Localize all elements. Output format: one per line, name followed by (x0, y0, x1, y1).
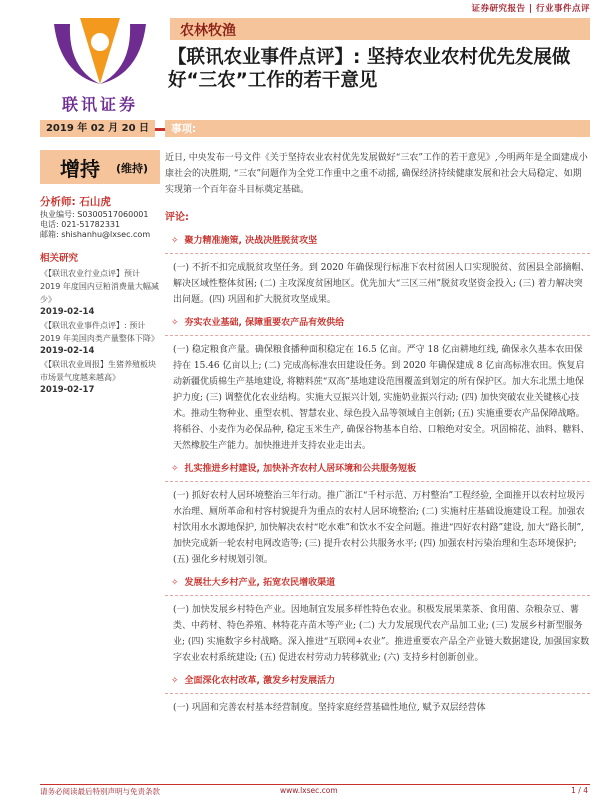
analyst-email: 邮箱: shishanhu@lxsec.com (40, 230, 151, 239)
section-body: (一) 加快发展乡村特色产业。因地制宜发展多样性特色农业。积极发展果菜茶、食用菌、杂粮杂豆、薯类、中药材、特色养殖、林特花卉苗木等产业; (二) 大力发展现代农产品加工业; (三) 发展乡村新型服务业; (四) 实施数字乡村战略。深入推进“互联网+农业”。推进重要农产品全产业链大数据建设, 加强国家数字农业农村系统建设; (五) 促进农村劳动力转移就业; (六) 支持乡村创新创业。 (173, 605, 590, 663)
rating-sub: (维持) (116, 162, 149, 175)
sidebar (40, 194, 162, 397)
date-band (40, 120, 155, 137)
section-heading (165, 458, 590, 482)
section-heading-text: 夯实农业基础, 保障重要农产品有效供给 (184, 318, 345, 328)
tip-band (165, 120, 590, 137)
logo-name: 联讯证券 (61, 95, 138, 114)
tip-label: 事项: (171, 123, 197, 135)
related-item-date: 2019-02-17 (40, 385, 95, 395)
analyst-phone: 电话: 021-51782331 (40, 220, 121, 229)
analyst-license: 执业编号: S0300517060001 (40, 210, 149, 219)
page-number: 1 / 4 (571, 786, 588, 795)
section-body: (一) 抓好农村人居环境整治三年行动。推广浙江“千村示范、万村整治”工程经验, 全面推开以农村垃圾污水治理、厕所革命和村容村貌提升为重点的农村人居环境整治; (二) 实施村庄基础设施建设工程。加强农村饮用水水源地保护, 加快解决农村“吃水难”和饮水不安全问题。推进“四好农村路”建设, 加大“路长制”, 加快完成新一轮农村电网改造等; (三) 提升农村公共服务水平; (四) 加强农村污染治理和生态环境保护; (五) 强化乡村规划引领。 (173, 491, 585, 565)
rating-main: 增持 (60, 157, 100, 181)
section-heading (165, 670, 590, 694)
section-heading-text: 扎实推进乡村建设, 加快补齐农村人居环境和公共服务短板 (184, 464, 417, 474)
section-heading (165, 312, 590, 336)
section-body: (一) 稳定粮食产量。确保粮食播种面积稳定在 16.5 亿亩。严守 18 亿亩耕地红线, 确保永久基本农田保持在 15.46 亿亩以上; (二) 完成高标准农田建设任务。到 2020 年确保建成 8 亿亩高标准农田。恢复启动新疆优质棉生产基地建设, 将糖料蔗“双高”基地建设范围覆盖到划定的所有保护区。加大东北黑土地保护力度; (三) 调整优化农业结构。实施大豆振兴计划, 实施奶业振兴行动; (四) 加快突破农业关键核心技术。推动生物种业、重型农机、智慧农业、绿色投入品等领域自主创新; (五) 实施重要农产品保障战略。将稻谷、小麦作为必保品种, 稳定玉米生产, 确保谷物基本自给、口粮绝对安全。巩固棉花、油料、糖料、天然橡胶生产能力。加快推进并支持农业走出去。 (173, 345, 590, 451)
header-report-type: 证券研究报告 | 行业事件点评 (471, 4, 590, 14)
logo-mark-icon (40, 14, 160, 94)
report-title: 【联讯农业事件点评】: 坚持农业农村优先发展做好“三农”工作的若干意见 (168, 47, 571, 91)
footer-disclaimer[interactable]: 请务必阅读最后特别声明与免责条款 (40, 787, 160, 796)
commentary-label: 评论: (165, 212, 189, 223)
related-item-text[interactable]: 《【联讯农业事件点评】: 预计 2019 年美国肉类产量整体下降》 (40, 321, 159, 343)
related-item-date: 2019-02-14 (40, 307, 95, 317)
section-body: (一) 不折不扣完成脱贫攻坚任务。到 2020 年确保现行标准下农村贫困人口实现脱贫、贫困县全部摘帽、解决区域性整体贫困; (二) 主攻深度贫困地区。优先加大“三区三州”脱贫攻坚资金投入; (三) 着力解决突出问题。(四) 巩固和扩大脱贫攻坚成果。 (173, 263, 590, 305)
section-body: (一) 巩固和完善农村基本经营制度。坚持家庭经营基础性地位, 赋予双层经营体 (173, 703, 486, 713)
sector-banner (170, 18, 590, 40)
related-item[interactable] (40, 319, 162, 358)
intro-paragraph: 近日, 中央发布一号文件《关于坚持农业农村优先发展做好“三农”工作的若干意见》,今明两年是全面建成小康社会的决胜期, “三农”问题作为全党工作重中之重不动摇, 确保经济持续健康发展和社会大局稳定、如期实现第一个百年奋斗目标奠定基础。 (165, 153, 588, 195)
related-item-text[interactable]: 《【联讯农业行业点评】预计 2019 年度国内豆粕消费量大幅减少》 (40, 269, 159, 304)
analyst-name: 分析师: 石山虎 (40, 196, 111, 208)
rating-box (40, 150, 160, 184)
related-item-date: 2019-02-14 (40, 346, 95, 356)
diamond-icon: ✧ (171, 578, 179, 588)
section-heading-text: 聚力精准施策, 决战决胜脱贫攻坚 (184, 236, 318, 246)
related-item[interactable] (40, 267, 162, 319)
related-research-title: 相关研究 (40, 253, 79, 264)
company-logo (40, 14, 160, 114)
related-item-text[interactable]: 《【联讯农业周报】生猪养殖板块市场景气度越来越高》 (40, 360, 156, 382)
footer-website[interactable]: www.lxsec.com (280, 786, 338, 795)
main-content (165, 150, 590, 716)
sector-label: 农林牧渔 (180, 23, 236, 39)
footer-divider (40, 784, 590, 785)
diamond-icon: ✧ (171, 236, 179, 246)
report-date: 2019 年 02 月 20 日 (45, 123, 150, 134)
section-heading (165, 230, 590, 254)
diamond-icon: ✧ (171, 464, 179, 474)
section-heading-text: 发展壮大乡村产业, 拓宽农民增收渠道 (184, 578, 336, 588)
section-heading (165, 572, 590, 596)
section-heading-text: 全面深化农村改革, 激发乡村发展活力 (184, 676, 336, 686)
diamond-icon: ✧ (171, 676, 179, 686)
related-item[interactable] (40, 358, 162, 397)
diamond-icon: ✧ (171, 318, 179, 328)
